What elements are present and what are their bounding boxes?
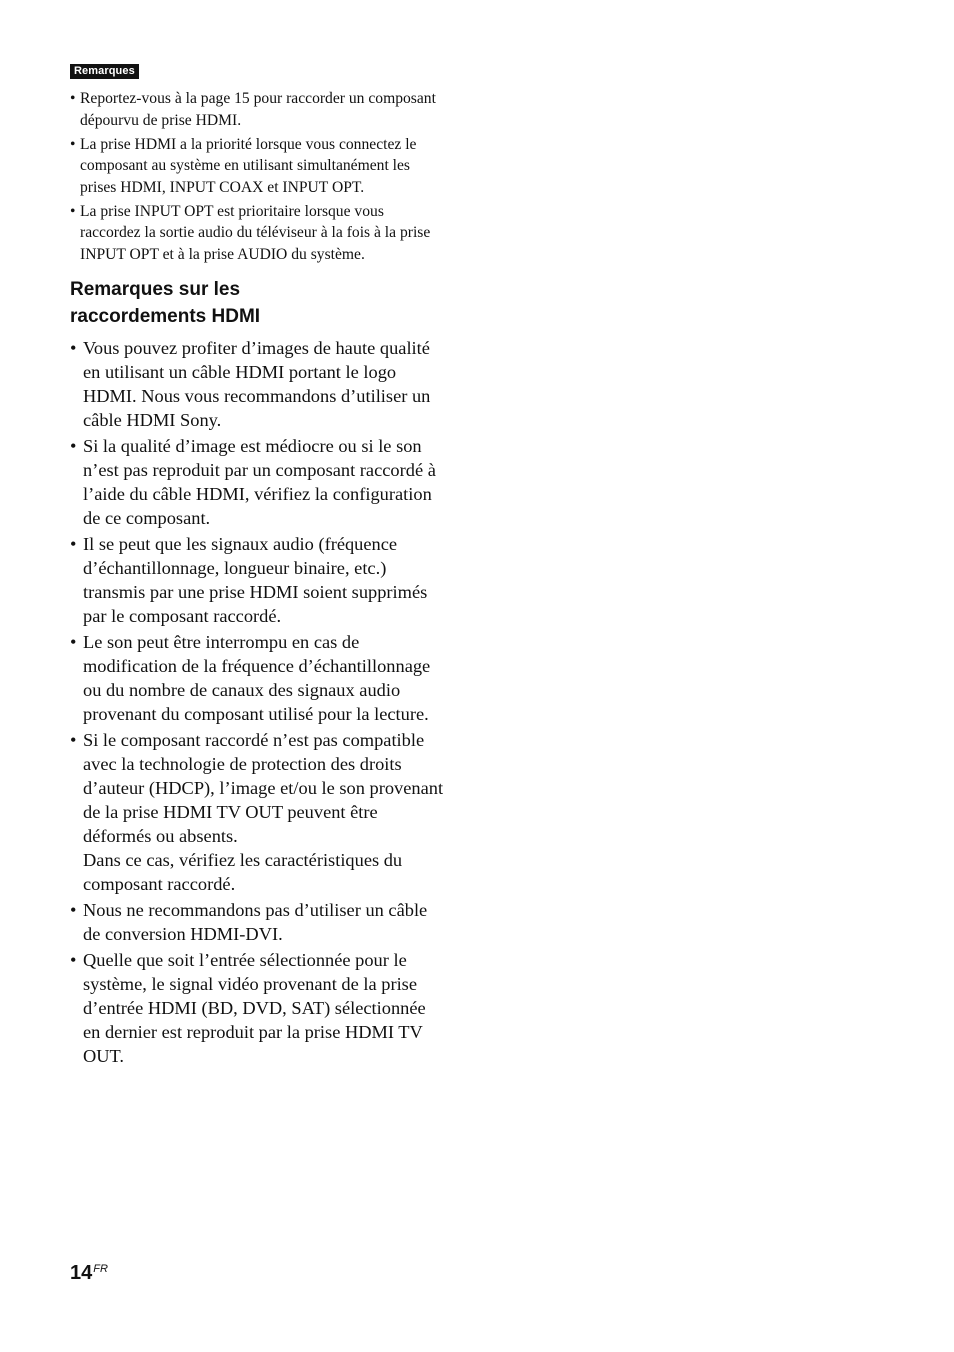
page-number-value: 14	[70, 1262, 93, 1284]
page-number	[70, 1257, 108, 1285]
note-item: • La prise INPUT OPT est prioritaire lorsque vous raccordez la sortie audio du téléviseur à la fois à la prise INPUT OPT et à la prise AUDIO du système.	[70, 201, 446, 266]
list-item-continuation: Dans ce cas, vérifiez les caractéristiques du composant raccordé.	[83, 849, 403, 894]
note-item: • Reportez-vous à la page 15 pour raccorder un composant dépourvu de prise HDMI.	[70, 88, 446, 131]
list-item: • Nous ne recommandons pas d’utiliser un câble de conversion HDMI-DVI.	[70, 898, 446, 946]
page-language-suffix: FR	[93, 1263, 108, 1275]
list-item: • Si la qualité d’image est médiocre ou si le son n’est pas reproduit par un composant raccordé à l’aide du câble HDMI, vérifiez la configuration de ce composant.	[70, 434, 446, 530]
list-item: • Quelle que soit l’entrée sélectionnée pour le système, le signal vidéo provenant de la prise d’entrée HDMI (BD, DVD, SAT) sélectionnée en dernier est reproduit par la prise HDMI TV OUT.	[70, 948, 446, 1068]
section-title-line2: raccordements HDMI	[70, 305, 261, 327]
note-item: • La prise HDMI a la priorité lorsque vous connectez le composant au système en utilisant simultanément les prises HDMI, INPUT COAX et INPUT OPT.	[70, 134, 446, 199]
list-item: • Le son peut être interrompu en cas de modification de la fréquence d’échantillonnage ou du nombre de canaux des signaux audio provenant du composant utilisé pour la lecture.	[70, 630, 446, 726]
list-item-text: Si le composant raccordé n’est pas compatible avec la technologie de protection des droits d’auteur (HDCP), l’image et/ou le son provenant de la prise HDMI TV OUT peuvent être déformés ou absents.	[83, 729, 444, 846]
notes-badge: Remarques	[70, 64, 139, 79]
hdmi-remarks-list	[70, 336, 446, 1068]
list-item: • Il se peut que les signaux audio (fréquence d’échantillonnage, longueur binaire, etc.) transmis par une prise HDMI soient supprimés par le composant raccordé.	[70, 532, 446, 628]
notes-list	[70, 88, 446, 266]
list-item-hdcp	[70, 728, 446, 896]
section-title	[70, 276, 446, 330]
content-column	[70, 61, 446, 1070]
list-item: • Vous pouvez profiter d’images de haute qualité en utilisant un câble HDMI portant le logo HDMI. Nous vous recommandons d’utiliser un câble HDMI Sony.	[70, 336, 446, 432]
section-title-line1: Remarques sur les	[70, 278, 241, 300]
